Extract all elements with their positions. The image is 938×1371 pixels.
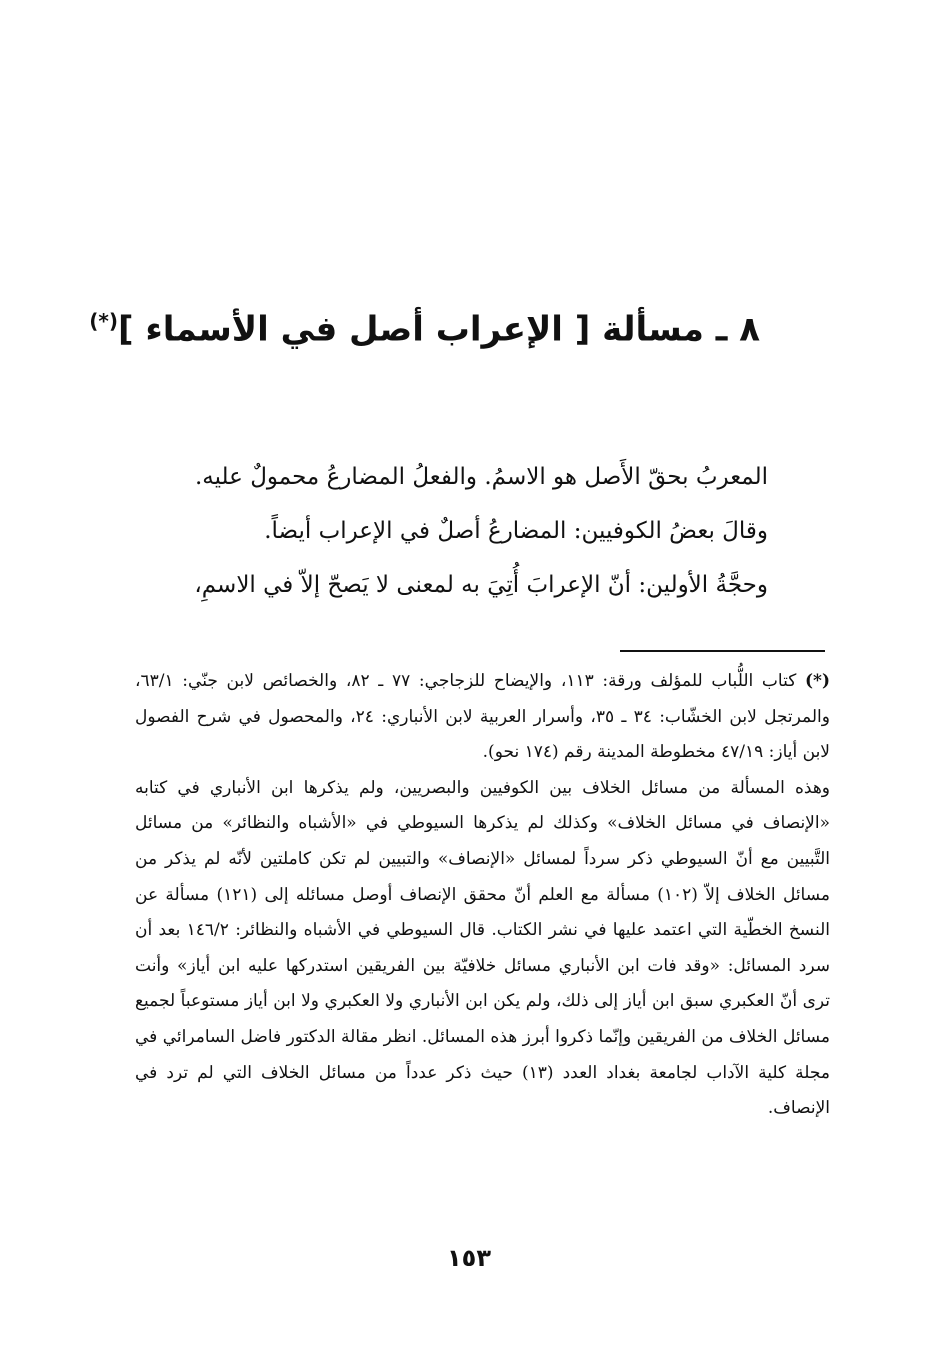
footnote-commentary: وهذه المسألة من مسائل الخلاف بين الكوفيين والبصريين، ولم يذكرها ابن الأنباري في كتابه «الإنصاف في مسائل الخلاف» وكذلك لم يذكرها السيوطي في «الأشباه والنظائر» من مسائل التَّبيين مع أنّ السيوطي ذكر سرداً لمسائل «الإنصاف» والتبيين لم تكن كاملتين لأنّه لم يذكر من مسائل الخلاف إلاّ (١٠٢) مسألة مع العلم أنّ محقق الإنصاف أوصل مسائله إلى (١٢١) مسألة عن النسخ الخطّية التي اعتمد عليها في نشر الكتاب. قال السيوطي في الأشباه والنظائر: ١٤٦/٢ بعد أن سرد المسائل: «وقد فات ابن الأنباري مسائل خلافيّة بين الفريقين استدركها عليه ابن أياز» وأنت ترى أنّ العكبري سبق ابن أياز إلى ذلك، ولم يكن ابن الأنباري ولا العكبري ولا ابن أياز مستوعباً لجميع مسائل الخلاف من الفريقين وإنّما ذكروا أبرز هذه المسائل. انظر مقالة الدكتور فاضل السامرائي في مجلة كلية الآداب لجامعة بغداد العدد (١٣) حيث ذكر عدداً من مسائل الخلاف التي لم ترد في الإنصاف. xyxy=(135,777,831,1119)
body-paragraph: وحجَّةُ الأولين: أنّ الإعرابَ أُتِيَ به لمعنى لا يَصحّ إلاّ في الاسمِ، xyxy=(194,572,768,598)
footnote-marker: (*) xyxy=(805,671,830,691)
title-footnote-ref: (*) xyxy=(89,308,118,333)
footnote-citation xyxy=(135,664,830,771)
page-number: ١٥٣ xyxy=(447,1244,491,1272)
body-paragraph: المعربُ بحقّ الأَصل هو الاسمُ. والفعلُ المضارعُ محمولٌ عليه. xyxy=(194,464,768,490)
title-text: ٨ ـ مسألة [ الإعراب أصل في الأسماء ] xyxy=(118,309,760,350)
body-paragraph: وقالَ بعضُ الكوفيين: المضارعُ أصلٌ في الإعراب أيضاً. xyxy=(264,518,768,544)
footnote-citation-text: كتاب اللُّباب للمؤلف ورقة: ١١٣، والإيضاح للزجاجي: ٧٧ ـ ٨٢، والخصائص لابن جنّي: ٦٣/١، والمرتجل لابن الخشّاب: ٣٤ ـ ٣٥، وأسرار العربية لابن الأنباري: ٢٤، والمحصول في شرح الفصول لابن أياز: ٤٧/١٩ مخطوطة المدينة رقم (١٧٤ نحو). xyxy=(135,671,830,763)
page-title xyxy=(89,291,760,359)
footnote-separator xyxy=(620,650,825,652)
main-text xyxy=(148,450,768,612)
footnote-block xyxy=(135,664,830,1127)
